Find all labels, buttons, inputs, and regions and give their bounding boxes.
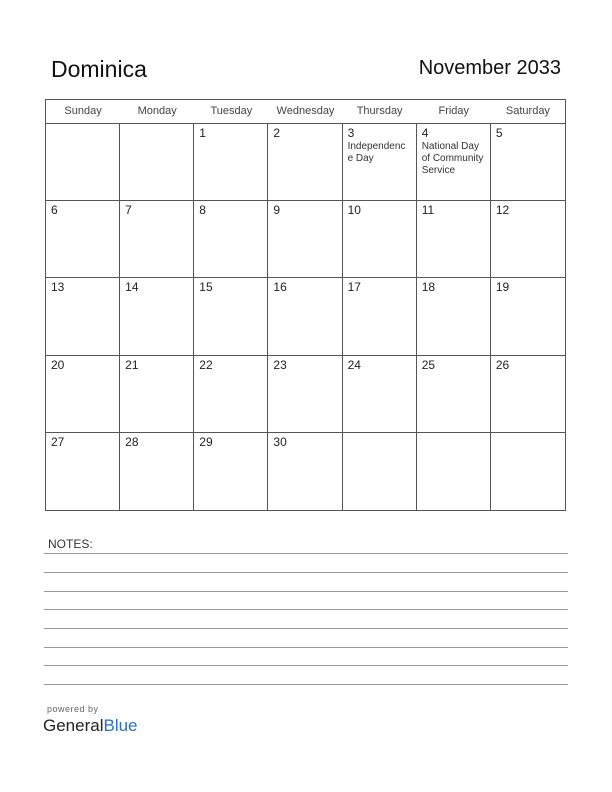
country-title: Dominica bbox=[51, 56, 147, 82]
day-number: 1 bbox=[199, 126, 206, 140]
weekday-friday: Friday bbox=[438, 105, 470, 117]
day-number: 20 bbox=[51, 357, 65, 372]
day-cell bbox=[268, 201, 342, 278]
day-cell bbox=[46, 278, 120, 355]
powered-by-text: powered by bbox=[47, 704, 99, 714]
day-cell bbox=[343, 278, 417, 355]
day-cell bbox=[417, 201, 491, 278]
day-cell bbox=[343, 124, 417, 201]
day-cell bbox=[268, 124, 342, 201]
notes-line bbox=[44, 628, 568, 629]
weekday-saturday: Saturday bbox=[505, 105, 550, 117]
notes-line bbox=[44, 647, 568, 648]
holiday-label: National Day of Community Service bbox=[421, 141, 484, 176]
notes-line bbox=[44, 684, 568, 685]
day-cell bbox=[194, 124, 268, 201]
calendar-grid bbox=[45, 99, 566, 511]
day-cell bbox=[46, 124, 120, 201]
notes-line bbox=[44, 572, 568, 573]
generalblue-logo bbox=[43, 716, 138, 736]
day-number: 17 bbox=[347, 280, 361, 295]
day-number: 25 bbox=[421, 357, 436, 372]
day-number: 22 bbox=[199, 357, 213, 372]
day-cell bbox=[491, 201, 565, 278]
day-number: 6 bbox=[51, 203, 58, 218]
day-number: 12 bbox=[495, 203, 510, 218]
day-cell bbox=[120, 201, 194, 278]
day-number: 5 bbox=[495, 126, 503, 140]
day-number: 10 bbox=[347, 203, 361, 218]
day-cell bbox=[268, 278, 342, 355]
day-number: 27 bbox=[51, 434, 65, 449]
day-number: 15 bbox=[199, 280, 213, 295]
day-number: 3 bbox=[347, 126, 355, 140]
day-cell bbox=[194, 201, 268, 278]
day-cell bbox=[417, 433, 491, 510]
day-number: 28 bbox=[125, 434, 139, 449]
weekday-thursday: Thursday bbox=[356, 105, 403, 117]
brand-blue: Blue bbox=[103, 716, 138, 735]
notes-line bbox=[44, 553, 568, 554]
notes-line bbox=[44, 665, 568, 666]
day-cell bbox=[491, 278, 565, 355]
day-cell bbox=[417, 124, 491, 201]
day-number: 9 bbox=[273, 203, 281, 218]
weekday-header-row bbox=[46, 100, 565, 124]
day-number: 23 bbox=[273, 357, 287, 372]
day-cell bbox=[120, 124, 194, 201]
notes-line bbox=[44, 591, 568, 592]
day-number: 8 bbox=[199, 203, 206, 218]
day-cell bbox=[417, 356, 491, 433]
day-grid bbox=[46, 124, 565, 510]
day-number: 11 bbox=[421, 203, 435, 218]
day-number: 7 bbox=[125, 203, 132, 218]
month-title: November 2033 bbox=[418, 57, 561, 79]
weekday-tuesday: Tuesday bbox=[210, 105, 253, 117]
day-number: 21 bbox=[125, 357, 139, 372]
day-cell bbox=[417, 278, 491, 355]
day-cell bbox=[46, 201, 120, 278]
day-cell bbox=[343, 201, 417, 278]
day-cell bbox=[46, 433, 120, 510]
day-number: 29 bbox=[199, 434, 213, 449]
day-cell bbox=[268, 356, 342, 433]
notes-label: NOTES: bbox=[48, 537, 93, 551]
day-number: 18 bbox=[421, 280, 436, 295]
holiday-label: Independence Day bbox=[347, 141, 406, 164]
day-cell bbox=[491, 433, 565, 510]
day-cell bbox=[46, 356, 120, 433]
day-cell bbox=[120, 356, 194, 433]
day-cell bbox=[120, 433, 194, 510]
notes-line bbox=[44, 609, 568, 610]
day-cell bbox=[194, 278, 268, 355]
day-cell bbox=[491, 356, 565, 433]
day-cell bbox=[343, 433, 417, 510]
day-cell bbox=[343, 356, 417, 433]
day-number: 4 bbox=[421, 126, 429, 140]
day-number: 16 bbox=[273, 280, 287, 295]
weekday-wednesday: Wednesday bbox=[276, 105, 335, 117]
day-number: 24 bbox=[347, 357, 361, 372]
day-number: 13 bbox=[51, 280, 65, 295]
day-number: 19 bbox=[495, 280, 510, 295]
brand-general: General bbox=[43, 716, 104, 735]
day-number: 30 bbox=[273, 434, 287, 449]
day-number: 26 bbox=[495, 357, 510, 372]
day-cell bbox=[491, 124, 565, 201]
day-cell bbox=[268, 433, 342, 510]
day-number: 2 bbox=[273, 126, 281, 140]
day-cell bbox=[194, 433, 268, 510]
day-cell bbox=[194, 356, 268, 433]
weekday-monday: Monday bbox=[137, 105, 177, 117]
day-number: 14 bbox=[125, 280, 139, 295]
weekday-sunday: Sunday bbox=[64, 105, 102, 117]
day-cell bbox=[120, 278, 194, 355]
